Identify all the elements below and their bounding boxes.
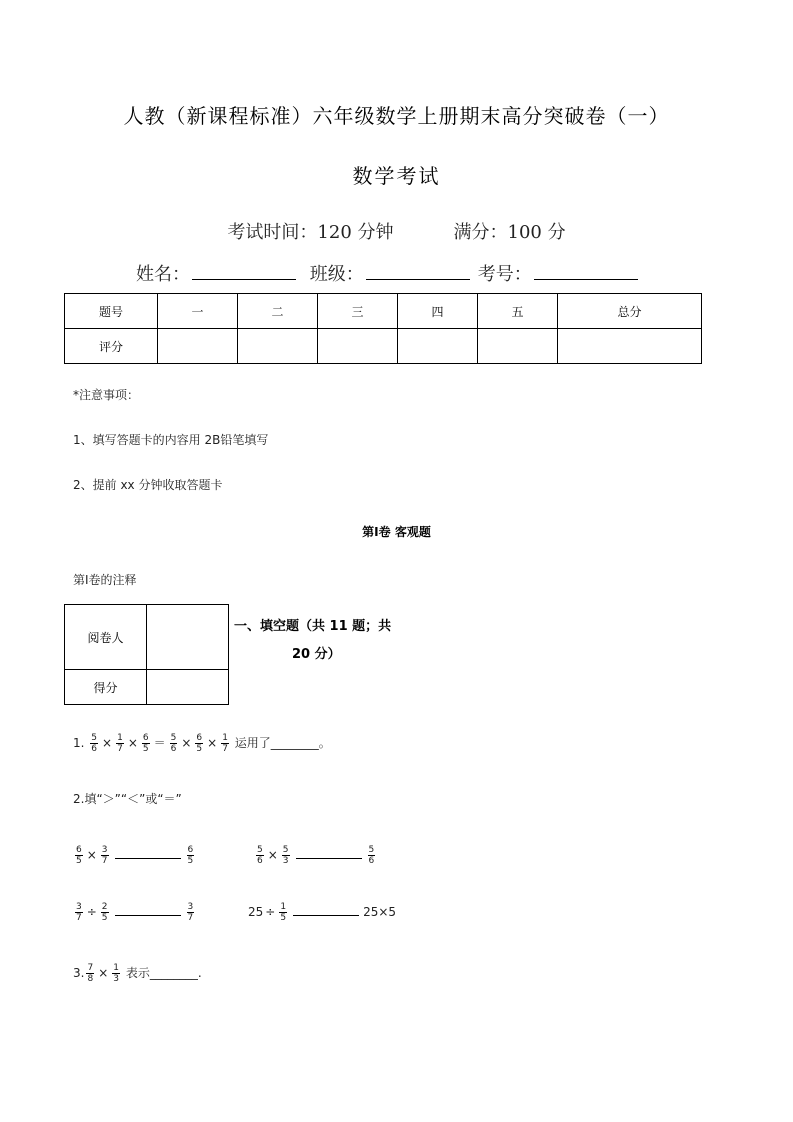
fraction: $\frac{5}{3}$ bbox=[282, 845, 289, 866]
fraction: $\frac{7}{8}$ bbox=[87, 963, 94, 984]
exam-info-line bbox=[0, 218, 793, 244]
comparison-3: $\frac{3}{7}$ ÷ $\frac{2}{5}$ $\frac{3}{7}$ bbox=[76, 902, 194, 923]
fraction: $\frac{6}{5}$ bbox=[187, 845, 194, 866]
question-2: 2.填“＞”“＜”或“＝” bbox=[73, 792, 182, 806]
fraction: $\frac{5}{6}$ bbox=[91, 733, 98, 754]
table-row bbox=[65, 329, 702, 364]
fraction: $\frac{5}{6}$ bbox=[170, 733, 177, 754]
student-info-line bbox=[136, 260, 646, 286]
fraction: $\frac{5}{6}$ bbox=[368, 845, 375, 866]
comparison-1: $\frac{6}{5}$ × $\frac{3}{7}$ $\frac{6}{5}$ bbox=[76, 845, 194, 866]
table-cell: 四 bbox=[398, 294, 478, 329]
answer-blank[interactable] bbox=[115, 903, 181, 916]
score-input-cell[interactable] bbox=[558, 329, 702, 364]
table-cell: 二 bbox=[238, 294, 318, 329]
id-label: 考号： bbox=[477, 264, 532, 285]
question-number: 1. bbox=[73, 736, 85, 750]
answer-blank[interactable] bbox=[293, 903, 359, 916]
name-field[interactable] bbox=[192, 261, 296, 280]
table-row bbox=[65, 294, 702, 329]
fill-in-heading bbox=[234, 613, 391, 669]
score-table bbox=[64, 293, 702, 364]
question-1-answer-blank[interactable]: 运用了________。 bbox=[234, 736, 331, 750]
document-subtitle: 数学考试 bbox=[352, 164, 441, 188]
note-item-1: 1、填写答题卡的内容用 2B铅笔填写 bbox=[73, 433, 269, 447]
score-input-cell[interactable] bbox=[158, 329, 238, 364]
fraction: $\frac{3}{7}$ bbox=[76, 902, 82, 923]
table-cell: 一 bbox=[158, 294, 238, 329]
fraction: $\frac{6}{5}$ bbox=[196, 733, 203, 754]
table-cell: 总分 bbox=[558, 294, 702, 329]
fraction: $\frac{1}{5}$ bbox=[280, 902, 287, 923]
fraction: $\frac{6}{5}$ bbox=[142, 733, 149, 754]
table-row bbox=[65, 670, 229, 705]
score-label: 得分 bbox=[65, 670, 147, 705]
table-cell: 评分 bbox=[65, 329, 158, 364]
question-3: 3. $\frac{7}{8}$ × $\frac{1}{3}$ 表示________. bbox=[73, 963, 202, 984]
fraction: $\frac{3}{7}$ bbox=[187, 902, 194, 923]
grader-input-cell[interactable] bbox=[147, 605, 229, 670]
fill-in-heading-line1: 一、填空题（共 11 题；共 bbox=[234, 619, 392, 634]
full-score: 满分：100 分 bbox=[453, 222, 566, 243]
note-item-2: 2、提前 xx 分钟收取答题卡 bbox=[73, 478, 223, 492]
document-title: 人教（新课程标准）六年级数学上册期末高分突破卷（一） bbox=[123, 104, 670, 128]
class-label: 班级： bbox=[309, 264, 364, 285]
section-title: 第Ⅰ卷 客观题 bbox=[362, 525, 431, 539]
table-row bbox=[65, 605, 229, 670]
table-cell: 五 bbox=[478, 294, 558, 329]
answer-blank[interactable] bbox=[115, 846, 181, 859]
question-number: 3. bbox=[73, 966, 85, 980]
fraction: $\frac{1}{7}$ bbox=[222, 733, 228, 754]
fraction: $\frac{1}{7}$ bbox=[117, 733, 123, 754]
question-3-answer-blank[interactable]: 表示________. bbox=[125, 966, 202, 980]
question-1: 1. $\frac{5}{6}$ × $\frac{1}{7}$ × $\frac{6}{5}$ ＝ $\frac{5}{6}$ × $\frac{6}{5}$ × $\frac{1}{7}$ 运用了________。 bbox=[73, 733, 331, 754]
table-cell: 三 bbox=[318, 294, 398, 329]
grader-label: 阅卷人 bbox=[65, 605, 147, 670]
name-label: 姓名： bbox=[136, 264, 190, 285]
score-input-cell[interactable] bbox=[318, 329, 398, 364]
grader-table bbox=[64, 604, 229, 705]
fraction: $\frac{1}{3}$ bbox=[113, 963, 119, 984]
answer-blank[interactable] bbox=[296, 846, 362, 859]
table-cell: 题号 bbox=[65, 294, 158, 329]
comparison-4: 25 ÷ $\frac{1}{5}$ 25×5 bbox=[248, 902, 397, 923]
fraction: $\frac{6}{5}$ bbox=[76, 845, 82, 866]
score-input-cell[interactable] bbox=[478, 329, 558, 364]
score-input-cell[interactable] bbox=[398, 329, 478, 364]
comparison-2: $\frac{5}{6}$ × $\frac{5}{3}$ $\frac{5}{6}$ bbox=[257, 845, 375, 866]
section-note: 第Ⅰ卷的注释 bbox=[73, 573, 137, 587]
score-input-cell[interactable] bbox=[238, 329, 318, 364]
exam-time: 考试时间：120 分钟 bbox=[227, 222, 394, 243]
fraction: $\frac{2}{5}$ bbox=[101, 902, 108, 923]
fill-in-heading-line2: 20 分） bbox=[292, 647, 341, 662]
score-input-cell[interactable] bbox=[147, 670, 229, 705]
notes-heading: *注意事项： bbox=[73, 388, 140, 402]
fraction: $\frac{3}{7}$ bbox=[101, 845, 108, 866]
id-field[interactable] bbox=[534, 261, 638, 280]
fraction: $\frac{5}{6}$ bbox=[257, 845, 263, 866]
class-field[interactable] bbox=[366, 261, 470, 280]
